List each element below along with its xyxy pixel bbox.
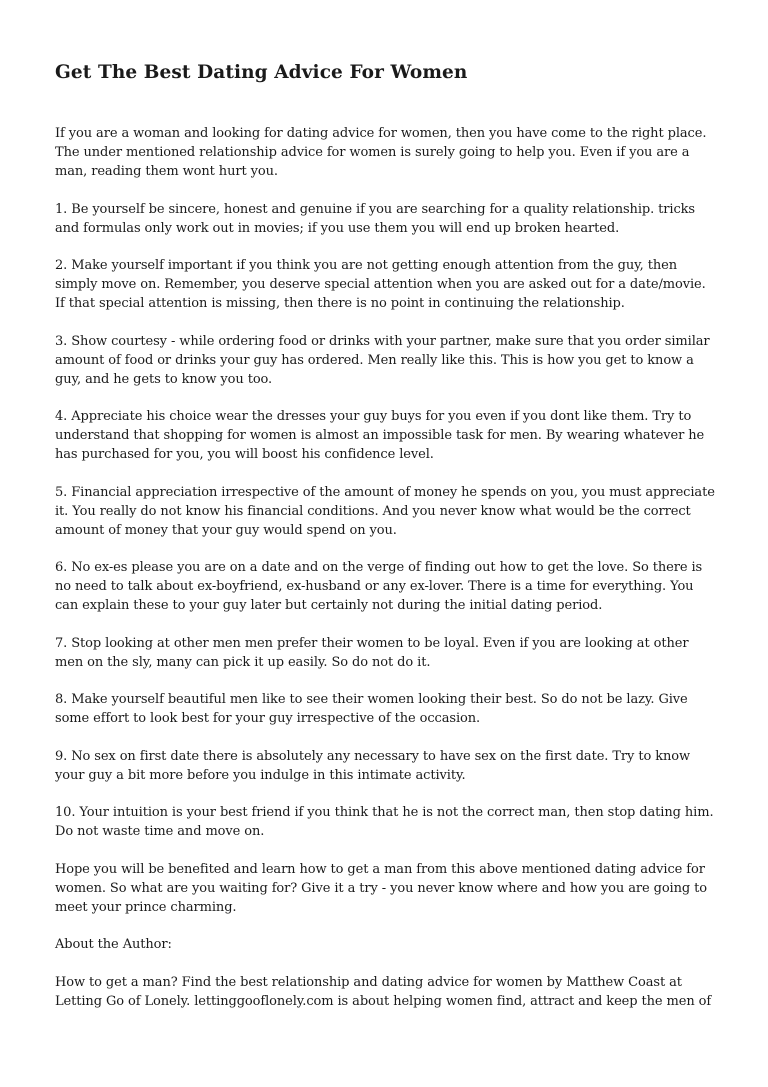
- tip-paragraph-7: 7. Stop looking at other men men prefer their women to be loyal. Even if you are looking at other men on the sly, many can pick it up easily. So do not do it.: [55, 635, 689, 670]
- conclusion-paragraph: Hope you will be benefited and learn how to get a man from this above mentioned dating advice for women. So what are you waiting for? Give it a try - you never know where and how you are going to meet your prince charming.: [55, 861, 707, 915]
- tip-paragraph-4: 4. Appreciate his choice wear the dresses your guy buys for you even if you dont like them. Try to understand that shopping for women is almost an impossible task for men. By wearing whatever he has purchased for you, you will boost his confidence level.: [55, 409, 705, 462]
- tip-paragraph-10: 10. Your intuition is your best friend if you think that he is not the correct man, then stop dating him. Do not waste time and move on.: [55, 805, 714, 839]
- tip-paragraph-6: 6. No ex-es please you are on a date and on the verge of finding out how to get the love. So there is no need to talk about ex-boyfriend, ex-husband or any ex-lover. There is a time for everything. You can explain these to your guy later but certainly not during the initial dating period.: [55, 560, 703, 613]
- tip-paragraph-3: 3. Show courtesy - while ordering food or drinks with your partner, make sure that you order similar amount of food or drinks your guy has ordered. Men really like this. This is how you get to know a guy, and he gets to know you too.: [55, 333, 710, 387]
- about-author-heading: About the Author:: [55, 937, 172, 952]
- tip-paragraph-5: 5. Financial appreciation irrespective of the amount of money he spends on you, you must appreciate it. You really do not know his financial conditions. And you never know what would be the correct amount of money that your guy would spend on you.: [55, 484, 715, 538]
- tip-paragraph-2: 2. Make yourself important if you think you are not getting enough attention from the guy, then simply move on. Remember, you deserve special attention when you are asked out for a date/movie. If that special attention is missing, then there is no point in continuing the relationship.: [55, 258, 706, 311]
- document-page: [55, 58, 717, 1029]
- intro-paragraph: If you are a woman and looking for dating advice for women, then you have come to the right place. The under mentioned relationship advice for women is surely going to help you. Even if you are a man, reading them wont hurt you.: [55, 126, 707, 179]
- author-bio-paragraph: How to get a man? Find the best relationship and dating advice for women by Matthew Coast at Letting Go of Lonely. lettinggooflonely.com is about helping women find, attract and keep the men of: [55, 974, 712, 1009]
- tip-paragraph-9: 9. No sex on first date there is absolutely any necessary to have sex on the first date. Try to know your guy a bit more before you indulge in this intimate activity.: [55, 748, 691, 783]
- document-title: Get The Best Dating Advice For Women: [55, 62, 468, 83]
- tip-paragraph-1: 1. Be yourself be sincere, honest and genuine if you are searching for a quality relationship. tricks and formulas only work out in movies; if you use them you will end up broken hearted.: [55, 201, 695, 236]
- tip-paragraph-8: 8. Make yourself beautiful men like to see their women looking their best. So do not be lazy. Give some effort to look best for your guy irrespective of the occasion.: [55, 692, 688, 726]
